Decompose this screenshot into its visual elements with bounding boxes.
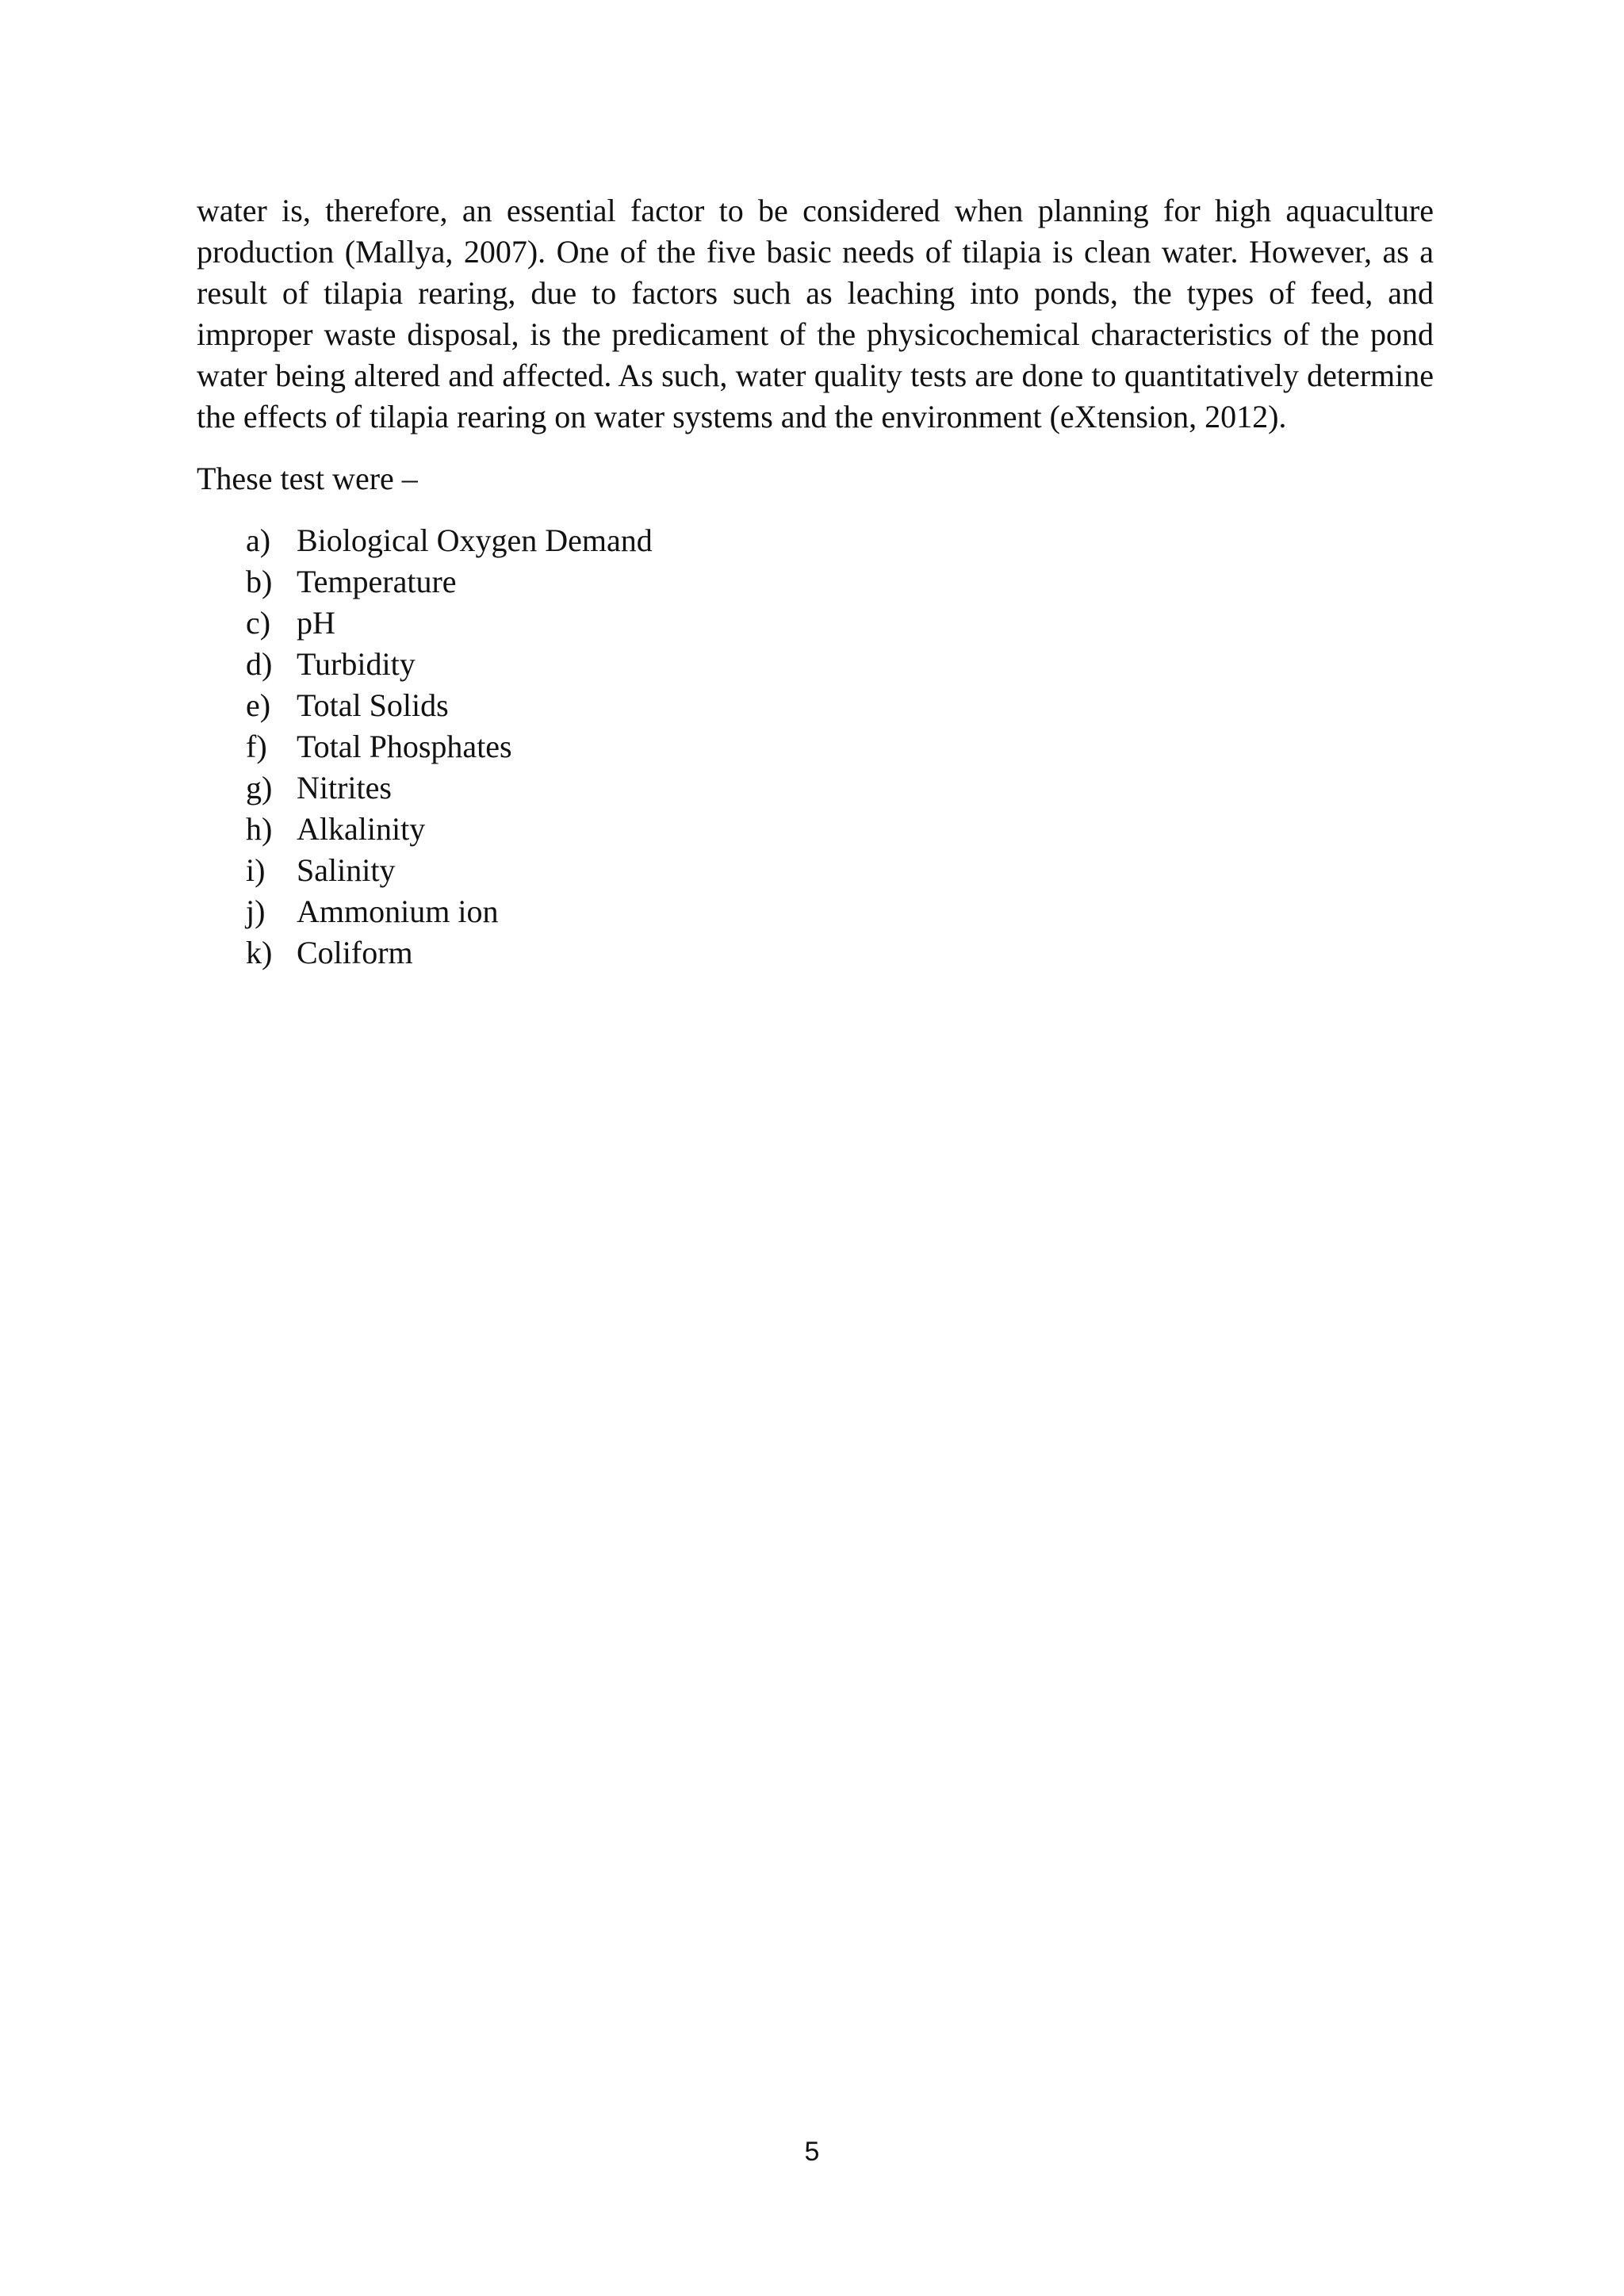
list-item-label: pH <box>297 605 335 641</box>
list-item <box>246 644 1434 685</box>
list-item-label: Alkalinity <box>297 811 426 847</box>
list-marker: g) <box>246 770 273 806</box>
body-text <box>197 190 1434 974</box>
list-item <box>246 891 1434 932</box>
list-item-label: Salinity <box>297 852 396 888</box>
list-item <box>246 561 1434 603</box>
list-marker: k) <box>246 935 273 970</box>
list-marker: a) <box>246 522 271 558</box>
list-marker: i) <box>246 852 266 888</box>
list-item <box>246 809 1434 850</box>
list-item-label: Ammonium ion <box>297 894 499 929</box>
list-marker: f) <box>246 729 267 764</box>
page-number: 5 <box>804 2137 820 2167</box>
list-marker: j) <box>246 894 266 929</box>
list-item-label: Nitrites <box>297 770 392 806</box>
list-item-label: Coliform <box>297 935 413 970</box>
water-quality-test-list <box>197 520 1434 974</box>
list-item <box>246 726 1434 767</box>
list-item-label: Biological Oxygen Demand <box>297 522 653 558</box>
body-paragraph: water is, therefore, an essential factor to be considered when planning for high aquaculture production (Mallya, 2007). One of the five basic needs of tilapia is clean water. However, as a result of tilapia rearing, due to factors such as leaching into ponds, the types of feed, and improper waste disposal, is the predicament of the physicochemical characteristics of the pond water being altered and affected. As such, water quality tests are done to quantitatively determine the effects of tilapia rearing on water systems and the environment (eXtension, 2012). <box>197 193 1434 434</box>
list-item <box>246 850 1434 891</box>
list-intro: These test were – <box>197 461 418 496</box>
list-item <box>246 520 1434 561</box>
list-item-label: Total Phosphates <box>297 729 512 764</box>
list-marker: d) <box>246 646 273 682</box>
list-item <box>246 603 1434 644</box>
list-marker: e) <box>246 687 271 723</box>
list-marker: c) <box>246 605 271 641</box>
list-item-label: Temperature <box>297 564 457 599</box>
list-marker: h) <box>246 811 273 847</box>
list-item-label: Total Solids <box>297 687 449 723</box>
list-item <box>246 685 1434 726</box>
list-item <box>246 932 1434 974</box>
list-item-label: Turbidity <box>297 646 416 682</box>
list-marker: b) <box>246 564 273 599</box>
list-item <box>246 767 1434 809</box>
